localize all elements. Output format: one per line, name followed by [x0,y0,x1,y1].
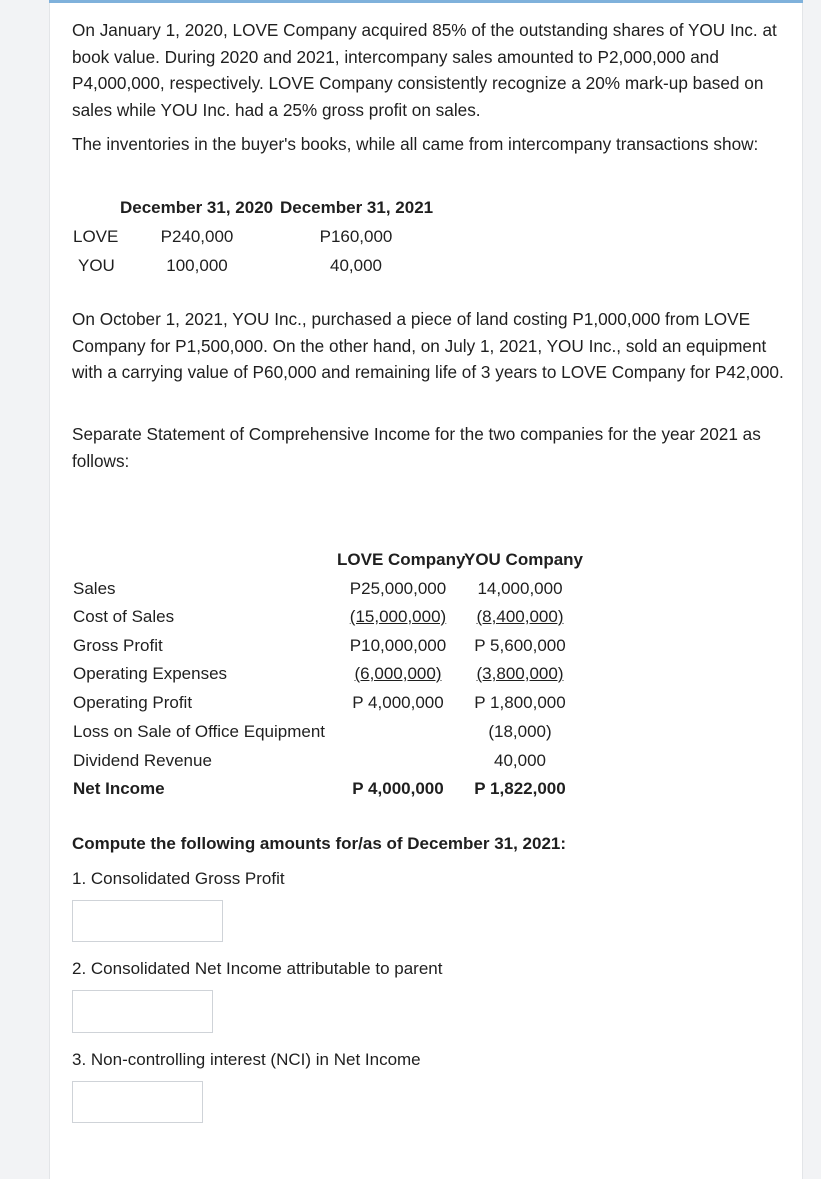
soci-intro: Separate Statement of Comprehensive Income for the two companies for the year 2021 as follows: [72,424,761,471]
income-cell-love: P 4,000,000 [352,779,444,798]
income-cell-you: 14,000,000 [477,579,563,598]
intro-paragraph: On January 1, 2020, LOVE Company acquired 85% of the outstanding shares of YOU Inc. at book value. During 2020 and 2021, intercompany sales amounted to P2,000,000 and P4,000,000, respectively. LOVE Company consistently recognize a 20% mark-up based on sales while YOU Inc. had a 25% gross profit on sales. [72,20,777,120]
transactions-paragraph: On October 1, 2021, YOU Inc., purchased a piece of land costing P1,000,000 from LOVE Company for P1,500,000. On the other hand, on July 1, 2021, YOU Inc., sold an equipment with a carrying value of P60,000 and remaining life of 3 years to LOVE Company for P42,000. [72,309,784,382]
income-cell-you: 40,000 [494,751,546,770]
inventory-cell: P160,000 [319,227,393,246]
answer-input-consolidated-gross-profit[interactable] [72,900,223,942]
income-row-label: Cost of Sales [73,607,175,626]
income-cell-love: (6,000,000) [354,664,442,683]
inventory-cell: P240,000 [160,227,234,246]
income-row-label: Dividend Revenue [73,751,212,770]
income-row-label: Operating Expenses [73,664,228,683]
inventory-header-2020: December 31, 2020 [120,198,274,217]
income-cell-you: (3,800,000) [476,664,564,683]
question-label: 3. Non-controlling interest (NCI) in Net Income [72,1050,421,1069]
inventory-row-label: LOVE [73,227,119,246]
inventory-cell: 100,000 [166,256,228,275]
right-gutter [803,0,821,1179]
income-header-love: LOVE Company [337,550,466,569]
income-cell-you: P 1,822,000 [474,779,566,798]
income-row-label: Operating Profit [73,693,193,712]
inventory-row-label: YOU [78,256,115,275]
income-cell-love: P10,000,000 [349,636,447,655]
income-row-label-net-income: Net Income [73,779,165,798]
answer-input-nci-net-income[interactable] [72,1081,203,1123]
income-cell-love: P25,000,000 [349,579,447,598]
income-row-label: Loss on Sale of Office Equipment [73,722,326,741]
income-row-label: Sales [73,579,116,598]
income-row-label: Gross Profit [73,636,163,655]
inventory-intro: The inventories in the buyer's books, while all came from intercompany transactions show: [72,134,759,154]
inventory-cell: 40,000 [330,256,382,275]
left-gutter [0,0,28,1179]
question-label: 2. Consolidated Net Income attributable to parent [72,959,443,978]
income-header-you: YOU Company [464,550,584,569]
income-cell-love: P 4,000,000 [352,693,444,712]
income-cell-you: (8,400,000) [476,607,564,626]
question-label: 1. Consolidated Gross Profit [72,869,285,888]
answer-input-consolidated-net-income[interactable] [72,990,213,1033]
income-cell-you: P 5,600,000 [474,636,566,655]
income-cell-you: (18,000) [488,722,552,741]
income-cell-love: (15,000,000) [349,607,447,626]
panel-top-accent [49,0,803,3]
questions-heading: Compute the following amounts for/as of December 31, 2021: [72,834,567,853]
income-cell-you: P 1,800,000 [474,693,566,712]
inventory-header-2021: December 31, 2021 [280,198,434,217]
